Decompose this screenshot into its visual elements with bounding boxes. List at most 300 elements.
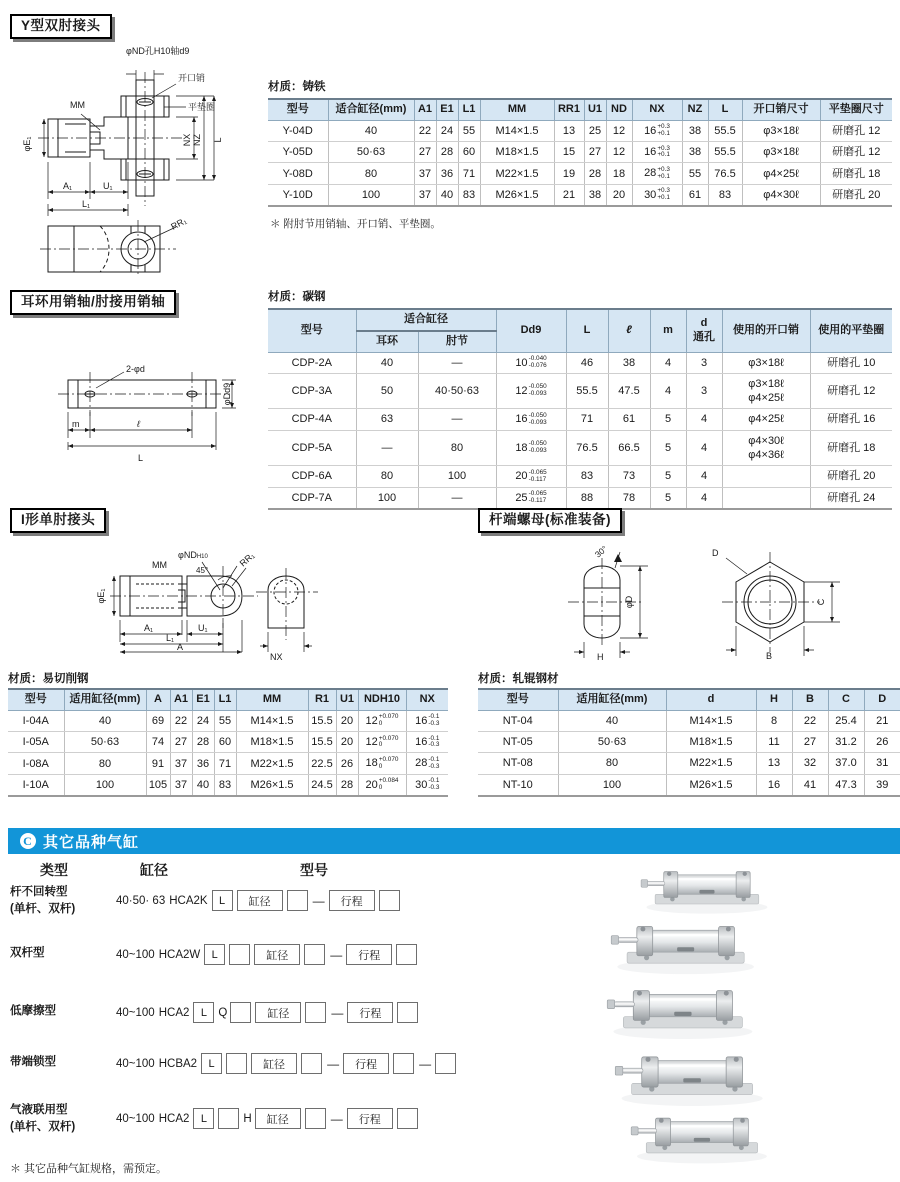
- cell-used-washer: 研磨孔 18: [810, 430, 892, 466]
- th-12: 开口销尺寸: [742, 99, 820, 120]
- cell-u1: 20: [336, 710, 358, 731]
- cell-elbow: 100: [418, 466, 496, 487]
- cell-bore: 50·63: [328, 142, 414, 163]
- th-0: 型号: [268, 99, 328, 120]
- label-b: B: [766, 651, 773, 661]
- order-code-box-3[interactable]: 缸径: [255, 1108, 301, 1129]
- order-code-box-4[interactable]: 行程: [329, 890, 375, 911]
- label-i-mm: MM: [152, 560, 167, 570]
- order-type-line1: 带端锁型: [10, 1056, 56, 1068]
- order-type-line1: 低摩擦型: [10, 1005, 56, 1017]
- cell-model: Y-10D: [268, 184, 328, 206]
- th-5: L1: [214, 689, 236, 710]
- label-u1: U₁: [103, 181, 113, 191]
- th-used-pin: 使用的开口销: [722, 309, 810, 352]
- material-rolled-steel: 材质：轧锟钢材: [478, 673, 559, 685]
- table-cdp: [268, 308, 892, 510]
- cell-nx: 28 +0.3 +0.1: [632, 163, 682, 184]
- label-dd9: φDd9: [222, 382, 232, 406]
- order-code-box-8[interactable]: [435, 1053, 456, 1074]
- th-2: d: [666, 689, 756, 710]
- th-m: m: [650, 309, 686, 352]
- order-dash-7: —: [419, 1056, 432, 1071]
- order-code-box-4[interactable]: [305, 1002, 326, 1023]
- order-code-box-1[interactable]: [218, 1108, 239, 1129]
- cell-l: 83: [566, 466, 608, 487]
- footnote-y-table: ＊ 附肘节用销轴、开口销、平垫圈。: [270, 218, 441, 230]
- cell-mm: M26×1.5: [236, 774, 308, 796]
- material-carbon-steel: 材质：碳钢: [268, 291, 326, 303]
- order-code-box-5[interactable]: 行程: [343, 1053, 389, 1074]
- order-code-box-1[interactable]: 缸径: [237, 890, 283, 911]
- section-title-pin: 耳环用销轴/肘接用销轴: [10, 290, 176, 315]
- cell-ear: 100: [356, 487, 418, 509]
- cell-mm: M18×1.5: [480, 142, 554, 163]
- cell-dd9: 18 -0.050 -0.093: [496, 430, 566, 466]
- section-title-rod-nut: 杆端螺母(标准装备): [478, 508, 622, 533]
- label-l: L: [138, 453, 144, 463]
- cell-a: 69: [146, 710, 170, 731]
- cell-l1: 71: [458, 163, 480, 184]
- cell-a: 91: [146, 753, 170, 774]
- cell-model: NT-08: [478, 753, 558, 774]
- order-code-box-5[interactable]: 行程: [346, 944, 392, 965]
- order-code-box-2[interactable]: [230, 1002, 251, 1023]
- cell-d: 4: [686, 487, 722, 509]
- cell-mm: M14×1.5: [480, 120, 554, 141]
- cell-washer: 研磨孔 12: [820, 120, 892, 141]
- cell-dd9: 16 -0.050 -0.093: [496, 409, 566, 430]
- cell-mm: M26×1.5: [480, 184, 554, 206]
- cell-ear: 50: [356, 373, 418, 409]
- order-code-box-6[interactable]: 行程: [347, 1002, 393, 1023]
- order-code-box-3[interactable]: 缸径: [255, 1002, 301, 1023]
- cell-e1: 24: [436, 120, 458, 141]
- cell-l1: 83: [214, 774, 236, 796]
- th-bore-group: 适合缸径: [356, 309, 496, 331]
- cell-used-pin: [722, 487, 810, 509]
- order-type-label: [10, 1003, 56, 1020]
- cell-bore: 100: [328, 184, 414, 206]
- drawing-rod-nut: [540, 540, 880, 670]
- section-title-y-joint: Y型双肘接头: [10, 14, 112, 39]
- cell-used-pin: [722, 466, 810, 487]
- order-bore-range: 40·50· 63: [116, 894, 166, 907]
- cell-l1: 60: [458, 142, 480, 163]
- th-model: 型号: [268, 309, 356, 352]
- th-11: L: [708, 99, 742, 120]
- cell-a1: 27: [170, 732, 192, 753]
- cell-nz: 38: [682, 120, 708, 141]
- th-3: E1: [436, 99, 458, 120]
- cell-nd: 12: [606, 120, 632, 141]
- order-char-2: H: [243, 1112, 252, 1125]
- cell-l1: 55: [214, 710, 236, 731]
- table-row: [8, 732, 448, 753]
- order-code-box-6[interactable]: [393, 1053, 414, 1074]
- th-0: 型号: [478, 689, 558, 710]
- cell-nx: 16 -0.1 -0.3: [406, 710, 448, 731]
- table-header-row: [478, 689, 900, 710]
- label-i-a: A: [177, 642, 184, 652]
- th-elbow: 肘节: [418, 331, 496, 352]
- cell-washer: 研磨孔 20: [820, 184, 892, 206]
- cell-model: Y-05D: [268, 142, 328, 163]
- cell-nz: 61: [682, 184, 708, 206]
- cell-h: 11: [756, 732, 792, 753]
- order-code-box-1[interactable]: [229, 944, 250, 965]
- cell-l1: 60: [214, 732, 236, 753]
- order-type-label: [10, 1054, 56, 1071]
- label-nz: NZ: [192, 134, 202, 146]
- label-a1: A₁: [63, 181, 73, 191]
- cell-d: M26×1.5: [666, 774, 756, 796]
- col-header-bore: 缸径: [140, 862, 168, 878]
- cell-elbow: —: [418, 409, 496, 430]
- table-row: [268, 373, 892, 409]
- cell-ell: 61: [608, 409, 650, 430]
- th-0: 型号: [8, 689, 64, 710]
- cell-model: I-08A: [8, 753, 64, 774]
- cell-dd: 21: [864, 710, 900, 731]
- th-1: 适用缸径(mm): [558, 689, 666, 710]
- cell-l: 76.5: [708, 163, 742, 184]
- cell-b: 27: [792, 732, 828, 753]
- label-d-leader: D: [712, 548, 719, 558]
- cell-l: 76.5: [566, 430, 608, 466]
- cell-m: 5: [650, 430, 686, 466]
- cell-e1: 40: [436, 184, 458, 206]
- cell-d: M18×1.5: [666, 732, 756, 753]
- cell-ear: —: [356, 430, 418, 466]
- order-dash-4: —: [330, 947, 343, 962]
- order-code-box-3[interactable]: [304, 944, 325, 965]
- table-row: [268, 184, 892, 206]
- order-type-line2: (单杆、双杆): [10, 1120, 76, 1133]
- material-cast-iron: 材质：铸铁: [268, 81, 326, 93]
- cell-bore: 50·63: [558, 732, 666, 753]
- th-3: A1: [170, 689, 192, 710]
- cell-rr1: 13: [554, 120, 584, 141]
- table-row: [478, 753, 900, 774]
- order-bore-range: 40~100: [116, 1006, 155, 1019]
- order-code-line: [116, 944, 421, 965]
- cell-model: CDP-7A: [268, 487, 356, 509]
- cell-used-pin: φ4×25ℓ: [722, 409, 810, 430]
- table-row: [8, 774, 448, 796]
- th-ell: [608, 309, 650, 352]
- th-used-washer: 使用的平垫圈: [810, 309, 892, 352]
- cell-a: 74: [146, 732, 170, 753]
- cell-c: 31.2: [828, 732, 864, 753]
- cell-elbow: 40·50·63: [418, 373, 496, 409]
- cell-used-washer: 研磨孔 10: [810, 352, 892, 373]
- order-model-prefix: HCA2K: [169, 894, 208, 907]
- label-e1: φE₁: [22, 136, 32, 152]
- cell-ell: 73: [608, 466, 650, 487]
- order-code-box-4[interactable]: [305, 1108, 326, 1129]
- cell-nz: 38: [682, 142, 708, 163]
- cell-bore: 100: [558, 774, 666, 796]
- cell-l1: 83: [458, 184, 480, 206]
- order-code-box-0[interactable]: L: [201, 1053, 222, 1074]
- cell-ell: 78: [608, 487, 650, 509]
- cell-used-washer: 研磨孔 20: [810, 466, 892, 487]
- cell-e1: 40: [192, 774, 214, 796]
- cell-mm: M18×1.5: [236, 732, 308, 753]
- order-code-box-6[interactable]: [396, 944, 417, 965]
- order-code-box-2[interactable]: [287, 890, 308, 911]
- cell-elbow: 80: [418, 430, 496, 466]
- order-dash-4: —: [327, 1056, 340, 1071]
- cell-nz: 55: [682, 163, 708, 184]
- table-row: [268, 409, 892, 430]
- order-type-label: [10, 1102, 75, 1135]
- th-ell-text: ℓ: [626, 323, 632, 336]
- section-title-i-joint: I形单肘接头: [10, 508, 106, 533]
- table-row: [268, 466, 892, 487]
- th-l: L: [566, 309, 608, 352]
- order-code-box-0[interactable]: L: [193, 1002, 214, 1023]
- cell-l: 71: [566, 409, 608, 430]
- table-i-joint: [8, 688, 448, 797]
- cell-elbow: —: [418, 487, 496, 509]
- label-angle-45: 45°: [196, 566, 209, 575]
- label-nd: φND孔H10轴d9: [126, 46, 190, 56]
- cell-l: 55.5: [566, 373, 608, 409]
- order-code-box-2[interactable]: 缸径: [251, 1053, 297, 1074]
- cell-model: NT-10: [478, 774, 558, 796]
- cell-m: 4: [650, 352, 686, 373]
- th-6: MM: [236, 689, 308, 710]
- th-6: D: [864, 689, 900, 710]
- th-1: 适用缸径(mm): [64, 689, 146, 710]
- cell-h: 8: [756, 710, 792, 731]
- cell-model: CDP-6A: [268, 466, 356, 487]
- order-model-prefix: HCA2: [158, 1006, 190, 1019]
- table-row: [8, 710, 448, 731]
- cell-ear: 63: [356, 409, 418, 430]
- cell-dd: 26: [864, 732, 900, 753]
- label-two-phi-d: 2-φd: [126, 364, 145, 374]
- th-5: MM: [480, 99, 554, 120]
- cell-rr1: 19: [554, 163, 584, 184]
- col-header-model: 型号: [300, 862, 328, 878]
- col-header-type: 类型: [40, 862, 68, 878]
- th-7: R1: [308, 689, 336, 710]
- cell-l: 46: [566, 352, 608, 373]
- cell-a1: 37: [170, 774, 192, 796]
- order-code-box-6[interactable]: 行程: [347, 1108, 393, 1129]
- cell-used-washer: 研磨孔 12: [810, 373, 892, 409]
- cell-ell: 47.5: [608, 373, 650, 409]
- cell-h: 16: [756, 774, 792, 796]
- cell-nd: 18: [606, 163, 632, 184]
- label-l1: L₁: [82, 199, 91, 209]
- order-code-box-7[interactable]: [397, 1002, 418, 1023]
- th-4: E1: [192, 689, 214, 710]
- cell-pin: φ4×30ℓ: [742, 184, 820, 206]
- label-washer: 平垫圈: [188, 102, 216, 112]
- cell-rr1: 15: [554, 142, 584, 163]
- cell-model: CDP-5A: [268, 430, 356, 466]
- order-code-box-3[interactable]: [301, 1053, 322, 1074]
- cell-l: 55.5: [708, 142, 742, 163]
- label-split-pin: 开口销: [178, 73, 206, 83]
- cell-c: 25.4: [828, 710, 864, 731]
- th-2: A: [146, 689, 170, 710]
- order-model-prefix: HCA2: [158, 1112, 190, 1125]
- cell-model: CDP-3A: [268, 373, 356, 409]
- order-code-box-0[interactable]: L: [212, 890, 233, 911]
- table-row: [268, 352, 892, 373]
- cell-ndh10: 12 +0.070 0: [358, 732, 406, 753]
- cell-dd: 31: [864, 753, 900, 774]
- cell-b: 22: [792, 710, 828, 731]
- cell-ndh10: 12 +0.070 0: [358, 710, 406, 731]
- cell-l1: 55: [458, 120, 480, 141]
- badge-c-icon: C: [20, 833, 36, 849]
- cell-e1: 36: [192, 753, 214, 774]
- th-10: NX: [406, 689, 448, 710]
- order-type-line1: 气液联用型: [10, 1104, 68, 1116]
- cell-u1: 20: [336, 732, 358, 753]
- th-3: H: [756, 689, 792, 710]
- order-type-line1: 杆不回转型: [10, 886, 68, 898]
- table-row: [268, 142, 892, 163]
- cell-dd9: 25 -0.065 -0.117: [496, 487, 566, 509]
- order-bore-range: 40~100: [116, 948, 155, 961]
- cell-l: 55.5: [708, 120, 742, 141]
- cell-d: M22×1.5: [666, 753, 756, 774]
- table-row: [268, 430, 892, 466]
- order-code-line: [116, 890, 404, 911]
- cell-u1: 28: [336, 774, 358, 796]
- label-phi-d: φD: [624, 595, 634, 609]
- label-m: m: [72, 419, 80, 429]
- band-title: 其它品种气缸: [43, 833, 140, 851]
- cell-m: 4: [650, 373, 686, 409]
- cell-used-pin: φ4×30ℓ φ4×36ℓ: [722, 430, 810, 466]
- th-9: NX: [632, 99, 682, 120]
- label-h: H: [597, 652, 604, 662]
- order-dash-3: —: [312, 893, 325, 908]
- cell-dd9: 10 -0.040 -0.076: [496, 352, 566, 373]
- th-5: C: [828, 689, 864, 710]
- th-d-sub-text: 通孔: [693, 330, 715, 343]
- cell-bore: 50·63: [64, 732, 146, 753]
- cell-d: M14×1.5: [666, 710, 756, 731]
- label-nx: NX: [182, 133, 192, 147]
- cell-r1: 22.5: [308, 753, 336, 774]
- cell-c: 47.3: [828, 774, 864, 796]
- cell-a1: 22: [170, 710, 192, 731]
- cell-model: CDP-4A: [268, 409, 356, 430]
- drawing-y-joint: [8, 34, 264, 279]
- label-i-nd: φNDH10: [178, 550, 208, 560]
- cell-mm: M22×1.5: [236, 753, 308, 774]
- cell-nd: 12: [606, 142, 632, 163]
- table-row: [8, 753, 448, 774]
- order-model-prefix: HCA2W: [158, 948, 201, 961]
- cell-r1: 24.5: [308, 774, 336, 796]
- order-dash-5: —: [331, 1005, 344, 1020]
- cell-u1: 25: [584, 120, 606, 141]
- th-4: L1: [458, 99, 480, 120]
- th-4: B: [792, 689, 828, 710]
- cell-a1: 22: [414, 120, 436, 141]
- cell-e1: 28: [192, 732, 214, 753]
- order-code-box-2[interactable]: 缸径: [254, 944, 300, 965]
- order-dash-5: —: [330, 1111, 343, 1126]
- cell-a1: 37: [414, 184, 436, 206]
- label-angle-30: 30°: [592, 543, 610, 560]
- label-i-rr1: RR₁: [237, 550, 257, 569]
- order-bore-range: 40~100: [116, 1057, 155, 1070]
- cell-m: 5: [650, 487, 686, 509]
- label-l: L: [213, 137, 223, 143]
- material-free-cutting-steel: 材质：易切削钢: [8, 673, 89, 685]
- cell-ear: 40: [356, 352, 418, 373]
- cell-model: Y-04D: [268, 120, 328, 141]
- th-6: RR1: [554, 99, 584, 120]
- cell-bore: 80: [328, 163, 414, 184]
- th-10: NZ: [682, 99, 708, 120]
- table-row: [478, 732, 900, 753]
- th-8: U1: [336, 689, 358, 710]
- cell-e1: 36: [436, 163, 458, 184]
- order-code-box-5[interactable]: [379, 890, 400, 911]
- cell-a1: 27: [414, 142, 436, 163]
- order-code-box-0[interactable]: L: [204, 944, 225, 965]
- cell-used-pin: φ3×18ℓ: [722, 352, 810, 373]
- cell-r1: 15.5: [308, 710, 336, 731]
- cell-pin: φ3×18ℓ: [742, 120, 820, 141]
- cell-elbow: —: [418, 352, 496, 373]
- label-ell: ℓ: [137, 419, 140, 429]
- cell-nx: 16 +0.3 +0.1: [632, 142, 682, 163]
- order-code-box-7[interactable]: [397, 1108, 418, 1129]
- cell-model: NT-04: [478, 710, 558, 731]
- cell-l: 83: [708, 184, 742, 206]
- cell-d: 4: [686, 409, 722, 430]
- th-dd9: Dd9: [496, 309, 566, 352]
- label-i-l1: L₁: [166, 633, 175, 643]
- order-code-line: [116, 1108, 422, 1129]
- cell-u1: 27: [584, 142, 606, 163]
- cell-u1: 28: [584, 163, 606, 184]
- cell-r1: 15.5: [308, 732, 336, 753]
- cell-d: 3: [686, 373, 722, 409]
- th-13: 平垫圈尺寸: [820, 99, 892, 120]
- table-header-row: [8, 689, 448, 710]
- order-code-box-1[interactable]: [226, 1053, 247, 1074]
- order-bore-range: 40~100: [116, 1112, 155, 1125]
- cell-mm: M14×1.5: [236, 710, 308, 731]
- th-8: ND: [606, 99, 632, 120]
- cell-bore: 100: [64, 774, 146, 796]
- cell-model: I-05A: [8, 732, 64, 753]
- cell-pin: φ4×25ℓ: [742, 163, 820, 184]
- label-i-u1: U₁: [198, 623, 208, 633]
- cell-bore: 40: [328, 120, 414, 141]
- order-code-box-0[interactable]: L: [193, 1108, 214, 1129]
- cell-l: 88: [566, 487, 608, 509]
- cell-used-washer: 研磨孔 24: [810, 487, 892, 509]
- drawing-i-joint: [90, 540, 390, 670]
- cell-ell: 66.5: [608, 430, 650, 466]
- table-row: [478, 710, 900, 731]
